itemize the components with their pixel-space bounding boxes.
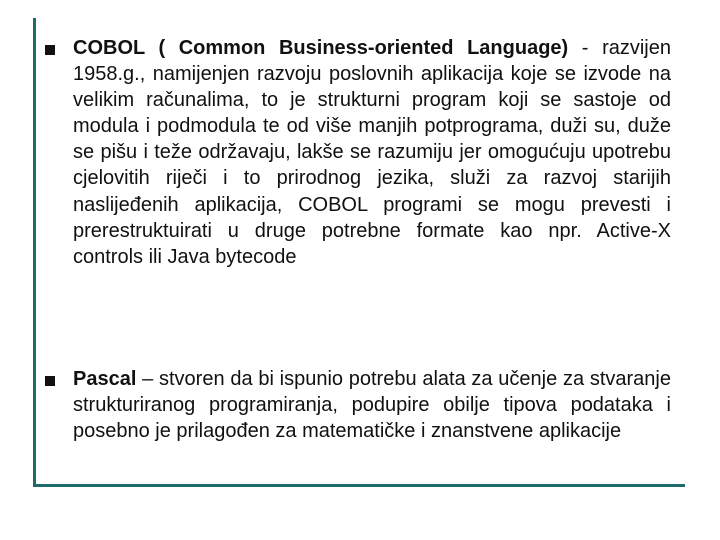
term-cobol: COBOL ( Common Business-oriented Language) <box>73 37 569 59</box>
term-pascal: Pascal <box>73 368 137 390</box>
bottom-accent-rule <box>33 484 685 487</box>
square-bullet-icon <box>45 376 55 386</box>
left-accent-rule <box>33 18 36 487</box>
description-cobol: - razvijen 1958.g., namijenjen razvoju poslovnih aplikacija koje se izvode na velikim računalima, to je strukturni program koji se sastoje od modula i podmodula te od više manjih potprograma, duži su, duže se pišu i teže održavaju, lakše se razumiju jer omogućuju upotrebu cjelovitih riječi i to prirodnog jezika, služi za razvoj starijih naslijeđenih aplikacija, COBOL programi se mogu prevesti i prerestruktuirati u druge potrebne formate kao npr. Active-X controls ili Java bytecode <box>73 37 671 268</box>
description-pascal: – stvoren da bi ispunio potrebu alata za učenje za stvaranje strukturiranog programiranja, podupire obilje tipova podataka i posebno je prilagođen za matematičke i znanstvene aplikacije <box>73 368 671 443</box>
list-item-cobol <box>73 35 671 270</box>
square-bullet-icon <box>45 45 55 55</box>
list-item-pascal <box>73 366 671 444</box>
